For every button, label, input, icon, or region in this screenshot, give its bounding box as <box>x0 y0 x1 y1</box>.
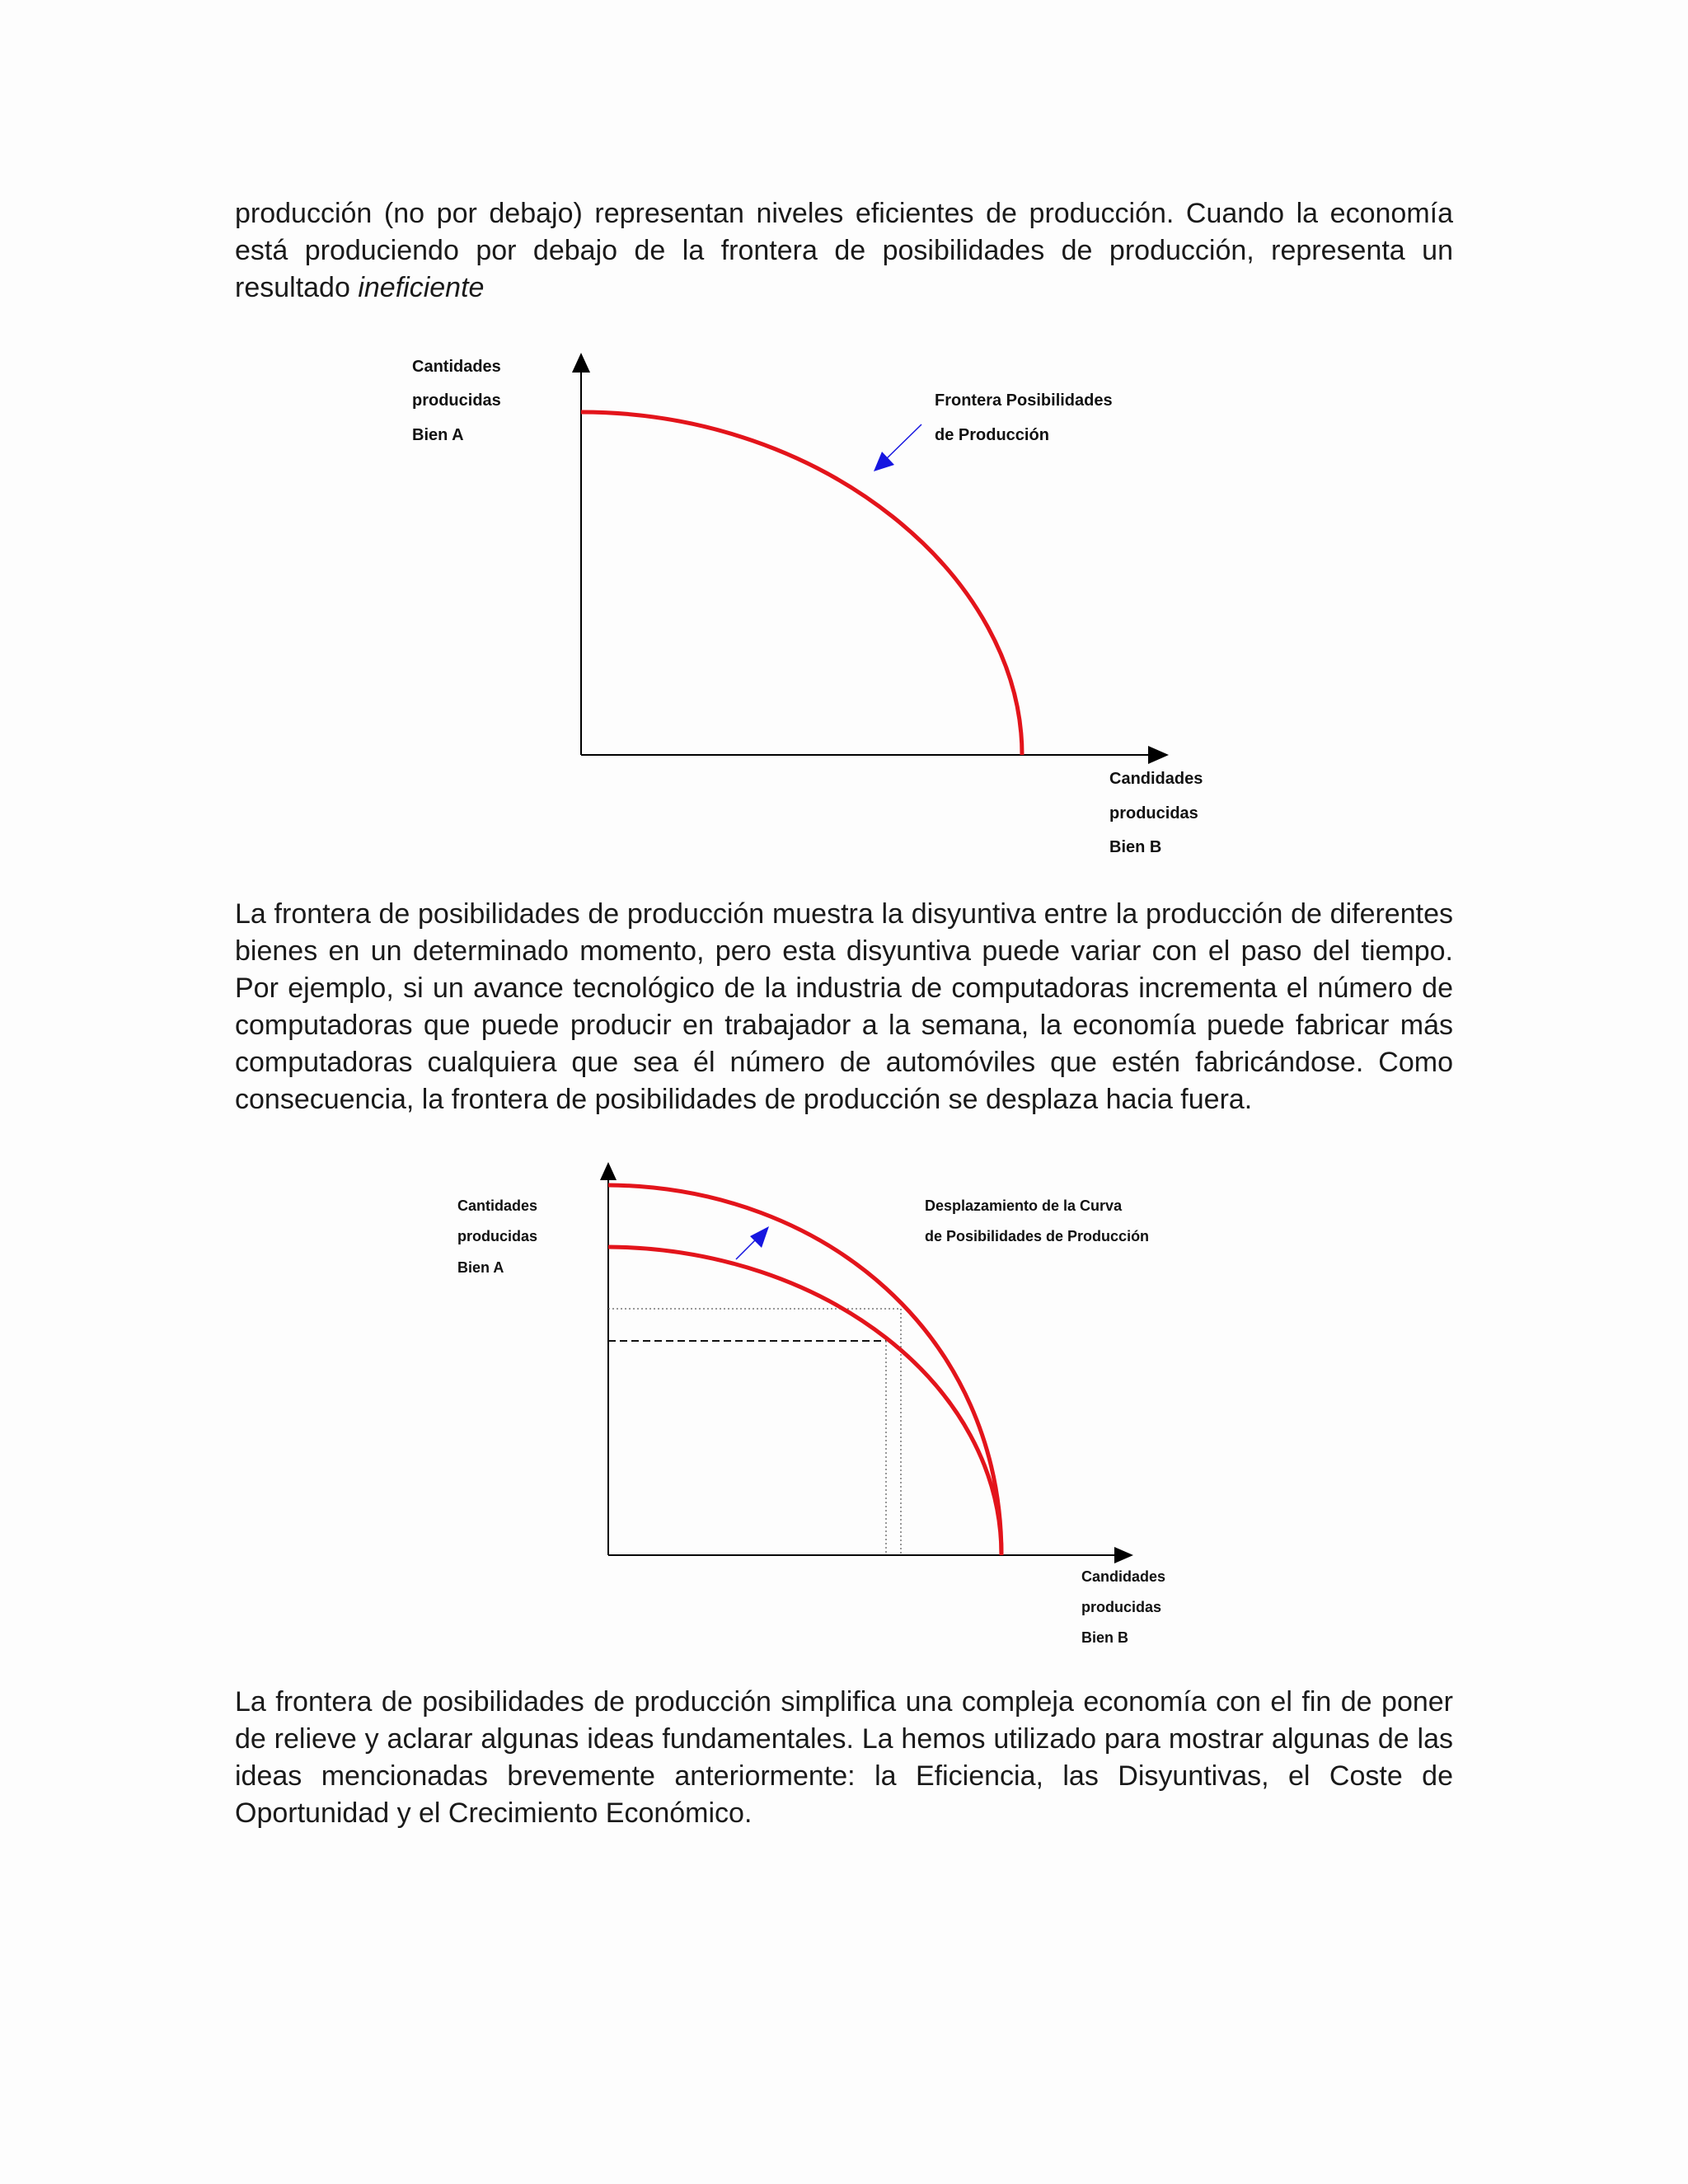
x-axis-arrow-icon <box>1114 1547 1133 1563</box>
y-axis-label-line-1: Cantidades <box>412 358 501 376</box>
paragraph-summary: La frontera de posibilidades de producción simplifica una compleja economía con el fin de poner de relieve y aclarar algunas ideas fundamentales. La hemos utilizado para mostrar algunas de las ideas mencionadas brevemente anteriormente: la Eficiencia, las Disyuntivas, el Coste de Oportunidad y el Crecimiento Económico. <box>235 1686 1453 1829</box>
x-axis-arrow-icon <box>1148 746 1169 764</box>
y-axis-arrow-icon <box>572 353 590 373</box>
ppf-curve-inner <box>608 1247 1001 1555</box>
emphasis-word: ineficiente <box>358 272 485 303</box>
ppf-curve <box>581 412 1022 755</box>
ppf-shift-diagram <box>0 1146 1688 1657</box>
y-axis-label-line-1: Cantidades <box>457 1197 538 1214</box>
y-axis-label-line-3: Bien A <box>457 1259 504 1276</box>
paragraph-tradeoff: La frontera de posibilidades de producción muestra la disyuntiva entre la producción de diferentes bienes en un determinado momento, pero esta disyuntiva puede variar con el paso del tiempo. Por ejemplo, si un avance tecnológico de la industria de computadoras incrementa el número de computadoras que puede producir en trabajador a la semana, la economía puede fabricar más computadoras cualquiera que sea él número de automóviles que estén fabricándose. Como consecuencia, la frontera de posibilidades de producción se desplaza hacia fuera. <box>235 898 1453 1115</box>
annotation-label-line-2: de Posibilidades de Producción <box>925 1228 1150 1244</box>
annotation-arrow-icon <box>750 1226 769 1248</box>
y-axis-arrow-icon <box>600 1162 617 1180</box>
x-axis-label-line-3: Bien B <box>1109 838 1162 856</box>
x-axis-label-line-1: Candidades <box>1109 770 1203 788</box>
y-axis-label-line-3: Bien A <box>412 426 464 444</box>
annotation-label-line-1: Desplazamiento de la Curva <box>925 1197 1123 1214</box>
x-axis-label-line-2: producidas <box>1109 804 1198 823</box>
x-axis-label-line-3: Bien B <box>1081 1629 1129 1646</box>
x-axis-label-line-1: Candidades <box>1081 1568 1166 1585</box>
y-axis-label-line-2: producidas <box>457 1228 538 1244</box>
figure-ppf <box>0 330 1688 865</box>
paragraph-inefficiency <box>235 195 1453 307</box>
paragraph-text: producción (no por debajo) representan niveles eficientes de producción. Cuando la economía está produciendo por debajo de la frontera de posibilidades de producción, representa un resultado <box>235 198 1453 303</box>
ppf-diagram <box>0 330 1688 865</box>
x-axis-label-line-2: producidas <box>1081 1599 1162 1615</box>
annotation-label-line-2: de Producción <box>935 426 1049 444</box>
figure-ppf-shift <box>0 1146 1688 1657</box>
y-axis-label-line-2: producidas <box>412 391 501 410</box>
annotation-arrow-shaft <box>884 424 921 462</box>
annotation-label-line-1: Frontera Posibilidades <box>935 391 1113 410</box>
